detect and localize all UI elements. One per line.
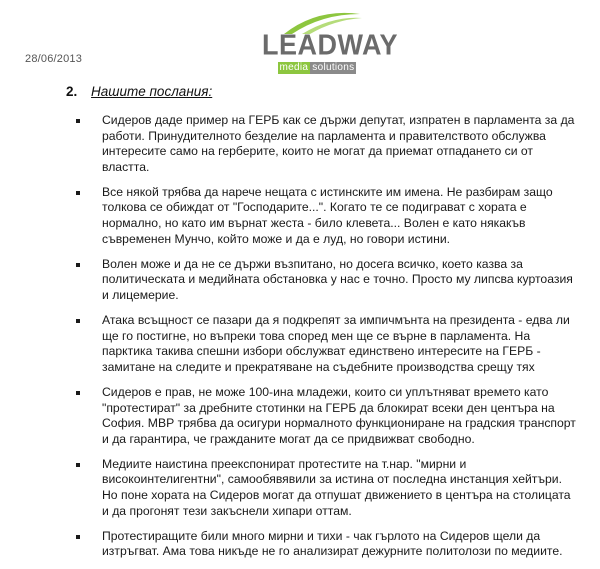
logo-wordmark: LEADWAY (262, 29, 399, 61)
list-item (76, 385, 578, 447)
bullet-square-icon (76, 391, 80, 395)
list-item-text: Протестиращите били много мирни и тихи - чак гърлото на Сидеров щели да изтръгват. Ама това никъде не го анализират дежурните политолози по медиите. (102, 528, 563, 559)
logo-tag-media: media (279, 62, 309, 73)
bullet-square-icon (76, 319, 80, 323)
list-item-text: Атака всъщност се пазари да я подкрепят за импичмънта на президента - едва ли ще го постигне, но въпреки това според мен ще се върне в парламента. На парктика такива спешни избори обслужват единствено интересите на ГЕРБ - замитане на следите и прекратяване на съдебните производства срещу тях (102, 313, 570, 374)
list-item (76, 113, 578, 175)
list-item (76, 529, 578, 560)
list-item-text: Все някой трябва да нарече нещата с истинските им имена. Не разбирам защо толкова се обиждат от "Господарите...". Когато те се подиграват с хората е нормално, но като им върнат жеста - било клевета... Волен е като някакъв съвременен Мунчо, който може и да е луд, но говори истини. (102, 184, 553, 246)
section-number: 2. (66, 84, 78, 99)
bullet-list (76, 113, 578, 569)
list-item-text: Сидеров даде пример на ГЕРБ как се държи депутат, изпратен в парламента за да работи. Принудителното безделие на парламента и правителството обслужва интересите само на герберите, които не могат да приемат отпадането си от властта. (102, 113, 575, 174)
bullet-square-icon (76, 463, 80, 467)
bullet-square-icon (76, 535, 80, 539)
list-item-text: Сидеров е прав, не може 100-ина младежи, които си уплътняват времето като "протестират" за дребните стотинки на ГЕРБ да блокират всеки ден центъра на София. МВР трябва да осигури нормалното функциониране на градския транспорт и да гарантира, че гражданите могат да се придвижват свободно. (102, 384, 576, 446)
bullet-square-icon (76, 191, 80, 195)
bullet-square-icon (76, 263, 80, 267)
document-date: 28/06/2013 (25, 53, 83, 65)
list-item (76, 313, 578, 375)
list-item-text: Волен може и да не се държи възпитано, но досега всичко, което казва за политическата и медийната обстановка у нас е точно. Просто му липсва куртоазия и лицемерие. (102, 256, 573, 302)
logo-tag-solutions: solutions (312, 62, 355, 73)
list-item (76, 257, 578, 304)
list-item-text: Медиите наистина преекспонират протестите на т.нар. "мирни и високоинтелигентни", самообявявили за истина от последна инстанция хейтъри. Но поне хората на Сидеров могат да отпушат движението в центъра на столицата и да прогонят тези закъснели хипари оттам. (102, 456, 571, 518)
list-item (76, 185, 578, 247)
section-heading (66, 84, 212, 99)
logo-tagline (262, 62, 372, 74)
section-title: Нашите послания: (91, 84, 213, 99)
list-item (76, 457, 578, 519)
company-logo (262, 8, 399, 78)
bullet-square-icon (76, 119, 80, 123)
